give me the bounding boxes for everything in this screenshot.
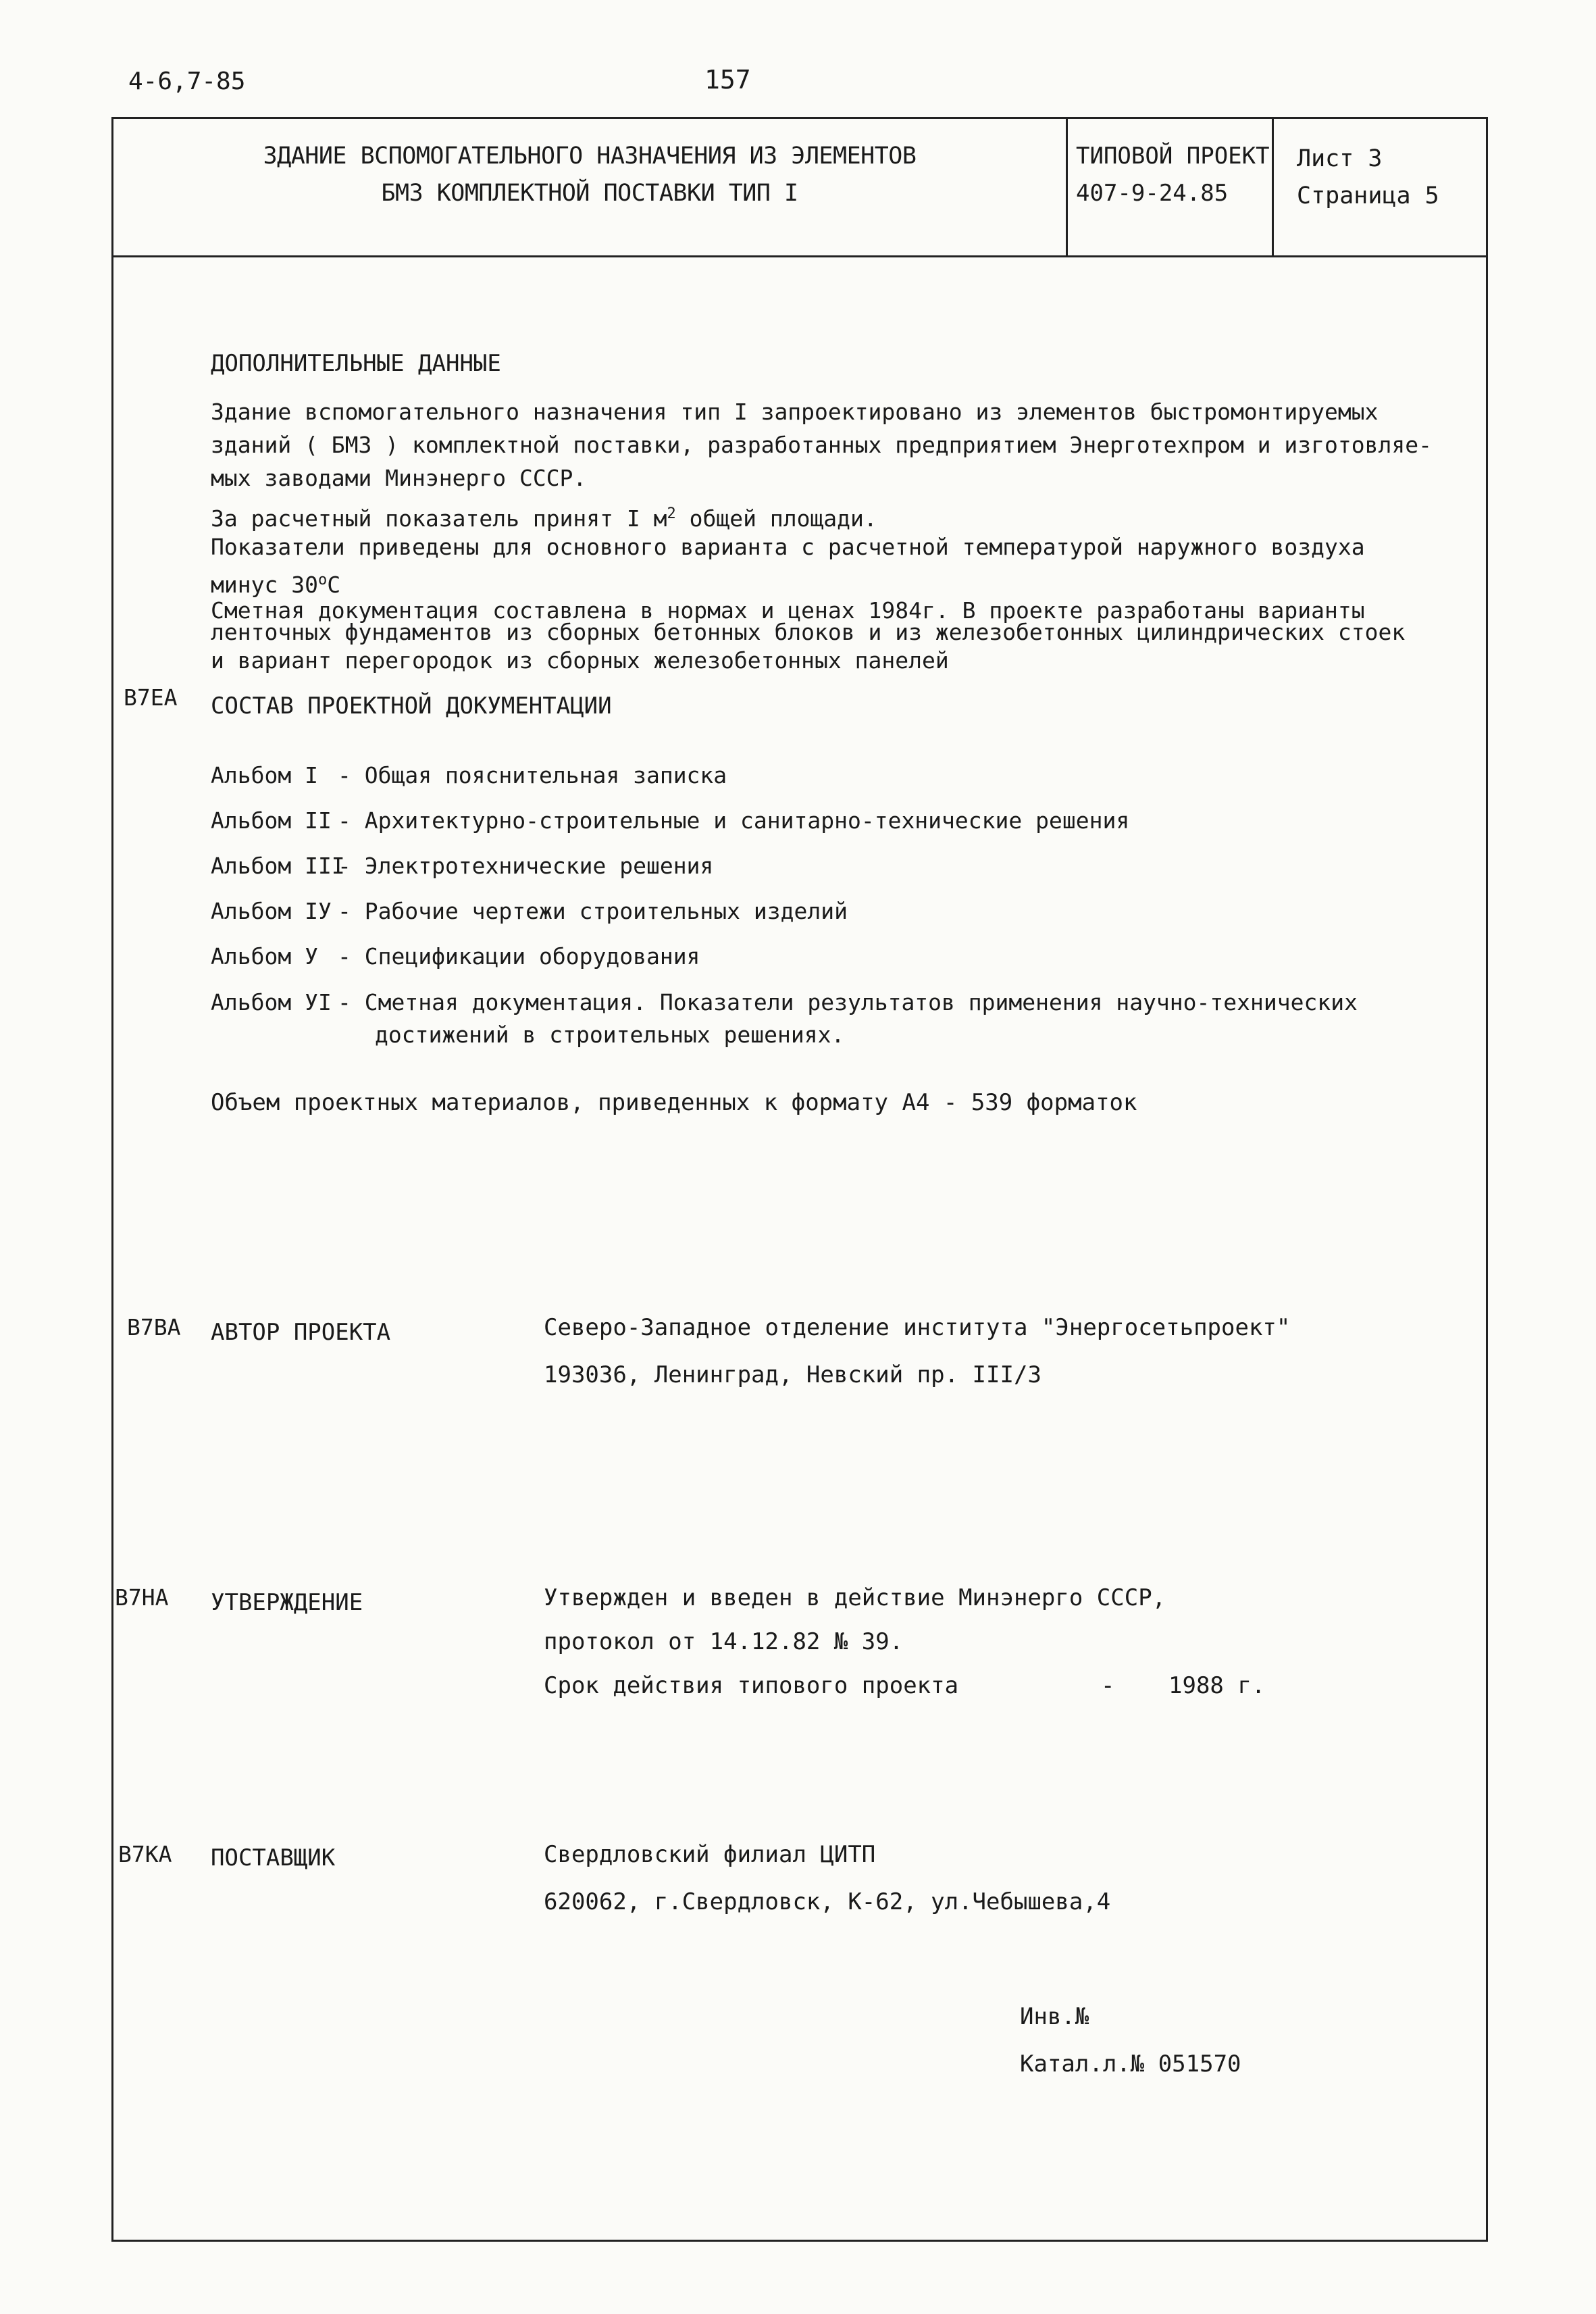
album-label: Альбом III	[211, 853, 345, 879]
project-number: 407-9-24.85	[1076, 180, 1229, 207]
author-organization: Северо-Западное отделение института "Энергосетьпроект"	[544, 1314, 1291, 1341]
album-label: Альбом УI	[211, 989, 332, 1015]
text-line	[211, 563, 1365, 601]
title-line-1: ЗДАНИЕ ВСПОМОГАТЕЛЬНОГО НАЗНАЧЕНИЯ ИЗ ЭЛЕМЕНТОВ	[263, 143, 917, 170]
temperature-value: минус 30	[211, 572, 318, 598]
album-description: - Спецификации оборудования	[338, 943, 700, 970]
supplier-label: ПОСТАВЩИК	[211, 1844, 336, 1871]
author-address: 193036, Ленинград, Невский пр. III/3	[544, 1361, 1041, 1388]
sheet-divider	[1272, 119, 1274, 257]
text-line: и вариант перегородок из сборных железобетонных панелей	[211, 647, 949, 674]
additional-paragraph-4	[211, 597, 1406, 674]
validity-year: 1988 г.	[1168, 1672, 1266, 1699]
catalog-number: Катал.л.№ 051570	[1020, 2051, 1241, 2078]
sheet-cell	[1297, 141, 1439, 215]
text-line: общей площади.	[675, 505, 877, 532]
additional-paragraph-1	[211, 395, 1432, 495]
album-description: - Сметная документация. Показатели результатов применения научно-технических	[338, 989, 1358, 1015]
approval-protocol: протокол от 14.12.82 № 39.	[544, 1628, 904, 1655]
supplier-address: 620062, г.Свердловск, К-62, ул.Чебышева,4	[544, 1888, 1111, 1915]
composition-code: В7ЕА	[124, 684, 178, 711]
text-line: мых заводами Минэнерго СССР.	[211, 465, 587, 491]
text-line: Сметная документация составлена в нормах и ценах 1984г. В проекте разработаны варианты	[211, 597, 1365, 624]
additional-paragraph-3	[211, 530, 1365, 601]
album-description: - Рабочие чертежи строительных изделий	[338, 898, 848, 924]
album-description: - Архитектурно-строительные и санитарно-технические решения	[338, 807, 1130, 834]
album-label: Альбом II	[211, 807, 332, 834]
album-label: Альбом I	[211, 762, 318, 788]
additional-paragraph-2	[211, 497, 877, 535]
text-line: ленточных фундаментов из сборных бетонных блоков и из железобетонных цилиндрических стоек	[211, 619, 1406, 645]
sheet-number: Лист 3	[1297, 145, 1383, 172]
inventory-number: Инв.№	[1020, 2003, 1089, 2030]
title-line-2: БМЗ КОМПЛЕКТНОЙ ПОСТАВКИ ТИП I	[381, 180, 798, 207]
document-code: 4-6,7-85	[128, 68, 246, 95]
additional-heading: ДОПОЛНИТЕЛЬНЫЕ ДАННЫЕ	[211, 350, 501, 377]
album-description-continued: достижений в строительных решениях.	[375, 1022, 845, 1048]
superscript: 2	[667, 505, 676, 522]
author-label: АВТОР ПРОЕКТА	[211, 1319, 391, 1346]
project-label: ТИПОВОЙ ПРОЕКТ	[1076, 143, 1270, 170]
validity-label: Срок действия типового проекта	[544, 1672, 959, 1699]
text-line: Показатели приведены для основного варианта с расчетной температурой наружного воздуха	[211, 534, 1365, 560]
text-line: Здание вспомогательного назначения тип I запроектировано из элементов быстромонтируемых	[211, 399, 1379, 425]
album-description: - Общая пояснительная записка	[338, 762, 727, 788]
album-label: Альбом IУ	[211, 898, 332, 924]
album-description: - Электротехнические решения	[338, 853, 714, 879]
approval-code: В7НА	[115, 1584, 169, 1611]
document-title	[113, 138, 1066, 212]
validity-dash: -	[1101, 1672, 1115, 1699]
page-number: 157	[704, 65, 751, 95]
approval-label: УТВЕРЖДЕНИЕ	[211, 1589, 363, 1616]
text-line: зданий ( БМЗ ) комплектной поставки, разработанных предприятием Энерготехпром и изготовляе-	[211, 432, 1432, 458]
composition-heading: СОСТАВ ПРОЕКТНОЙ ДОКУМЕНТАЦИИ	[211, 693, 612, 720]
text-line: За расчетный показатель принят I м	[211, 505, 667, 532]
approval-statement: Утвержден и введен в действие Минэнерго СССР,	[544, 1584, 1166, 1611]
author-code: В7ВА	[127, 1314, 181, 1340]
album-label: Альбом У	[211, 943, 318, 970]
page-index: Страница 5	[1297, 182, 1439, 209]
temperature-unit: С	[327, 572, 341, 598]
supplier-name: Свердловский филиал ЦИТП	[544, 1841, 876, 1868]
title-block	[113, 119, 1486, 257]
degree-sign: o	[317, 572, 328, 588]
supplier-code: В7КА	[118, 1841, 172, 1867]
project-cell	[1076, 138, 1270, 212]
materials-volume: Объем проектных материалов, приведенных к формату А4 - 539 форматок	[211, 1089, 1137, 1116]
title-divider	[1066, 119, 1068, 257]
